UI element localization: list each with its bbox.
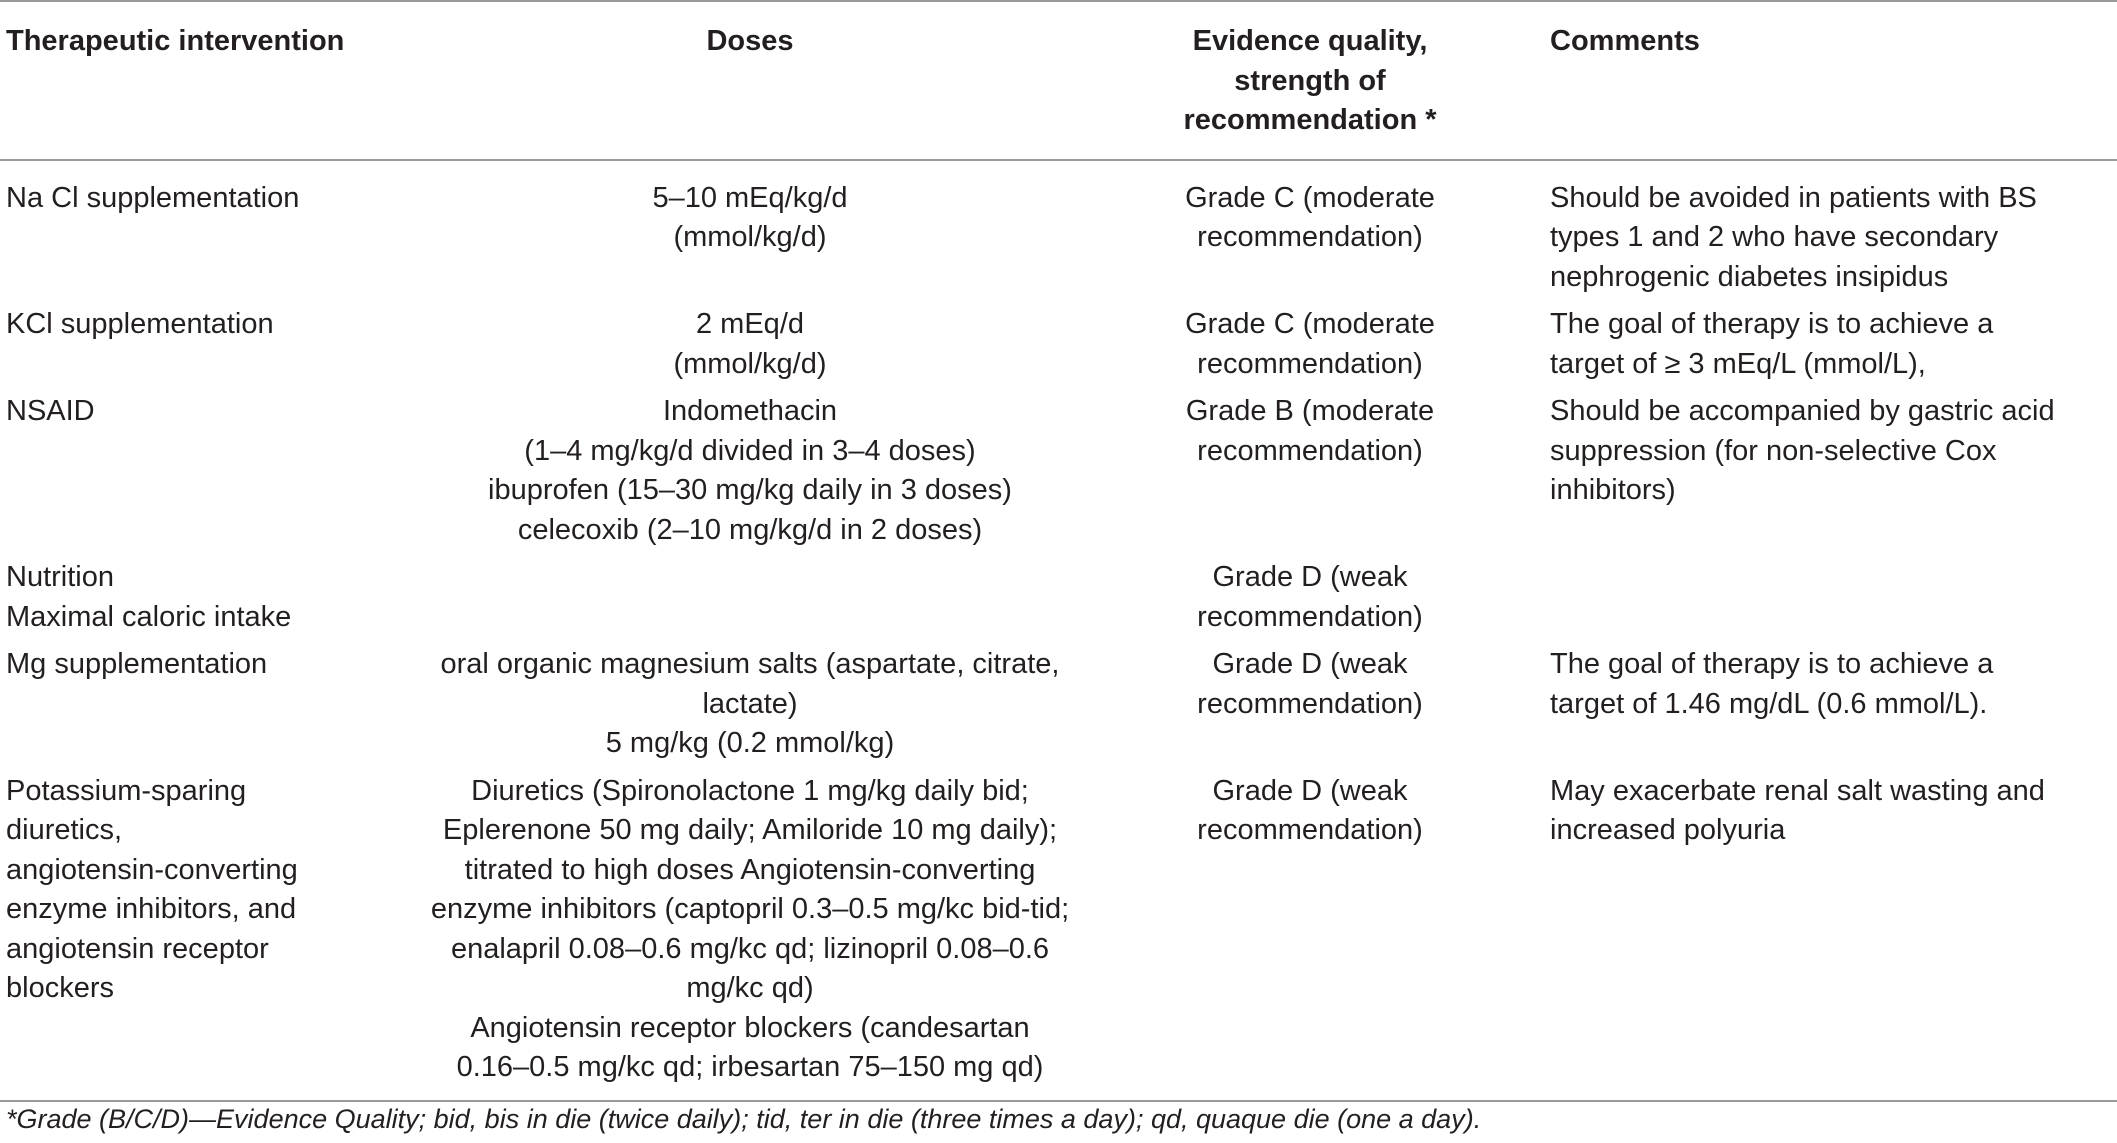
cell-evidence-line: Grade D (weak [1212, 648, 1408, 680]
cell-evidence [1080, 392, 1540, 558]
cell-comments-line: Should be avoided in patients with BS [1550, 181, 2037, 214]
cell-intervention [0, 392, 420, 558]
cell-comments-line: nephrogenic diabetes insipidus [1550, 260, 1949, 293]
cell-doses-line: 0.16–0.5 mg/kc qd; irbesartan 75–150 mg qd) [456, 1051, 1044, 1083]
cell-doses [420, 645, 1080, 772]
cell-intervention-line: angiotensin-converting [6, 853, 298, 886]
cell-intervention-line: blockers [6, 972, 114, 1004]
cell-doses-line: (mmol/kg/d) [673, 221, 827, 253]
cell-evidence-line: recommendation) [1197, 347, 1423, 380]
header-comments: Comments [1550, 25, 1700, 57]
cell-evidence [1080, 645, 1540, 772]
table-footnote: *Grade (B/C/D)—Evidence Quality; bid, bis in die (twice daily); tid, ter in die (three times a day); qd, quaque die (one a day). [6, 1104, 1482, 1134]
cell-evidence-line: recommendation) [1197, 687, 1423, 720]
header-evidence [1080, 1, 1540, 160]
cell-intervention-line: KCl supplementation [6, 308, 274, 340]
cell-comments [1540, 645, 2117, 772]
cell-intervention-line: NSAID [6, 395, 95, 427]
table-row [0, 558, 2117, 645]
cell-doses-line: oral organic magnesium salts (aspartate, citrate, [440, 648, 1060, 680]
table-row [0, 645, 2117, 772]
cell-doses-line: Eplerenone 50 mg daily; Amiloride 10 mg daily); [442, 814, 1058, 846]
cell-evidence-line: Grade D (weak [1212, 774, 1408, 807]
cell-evidence [1080, 558, 1540, 645]
cell-evidence-line: recommendation) [1197, 600, 1423, 633]
cell-intervention-line: angiotensin receptor [6, 932, 269, 965]
cell-comments-line: target of ≥ 3 mEq/L (mmol/L), [1550, 347, 1926, 380]
cell-comments-line: increased polyuria [1550, 814, 1786, 846]
cell-intervention-line: Maximal caloric intake [6, 600, 292, 633]
cell-comments-line: suppression (for non-selective Cox [1550, 434, 1997, 467]
table-row [0, 160, 2117, 306]
cell-intervention [0, 160, 420, 306]
cell-intervention-line: Potassium-sparing [6, 774, 247, 807]
cell-comments [1540, 160, 2117, 306]
cell-intervention-line: diuretics, [6, 814, 123, 846]
header-evidence-line: strength of [1234, 64, 1386, 97]
cell-evidence-line: Grade C (moderate [1185, 181, 1435, 214]
cell-intervention [0, 772, 420, 1101]
cell-doses-line: titrated to high doses Angiotensin-converting [464, 853, 1036, 886]
cell-comments [1540, 392, 2117, 558]
cell-doses-line: 5–10 mEq/kg/d [652, 181, 848, 214]
cell-comments-line: May exacerbate renal salt wasting and [1550, 774, 2045, 807]
cell-evidence-line: Grade B (moderate [1185, 395, 1435, 427]
cell-doses-line: 2 mEq/d [696, 308, 804, 340]
cell-intervention-line: enzyme inhibitors, and [6, 893, 297, 925]
cell-evidence-line: Grade C (moderate [1185, 308, 1435, 340]
cell-comments [1540, 305, 2117, 392]
cell-doses [420, 392, 1080, 558]
table-body [0, 160, 2117, 1101]
cell-evidence [1080, 160, 1540, 306]
cell-doses-line: 5 mg/kg (0.2 mmol/kg) [605, 727, 895, 759]
cell-doses-line: celecoxib (2–10 mg/kg/d in 2 doses) [517, 513, 983, 546]
cell-intervention-line: Na Cl supplementation [6, 181, 300, 214]
cell-doses [420, 772, 1080, 1101]
cell-doses-line: Diuretics (Spironolactone 1 mg/kg daily bid; [471, 774, 1029, 807]
cell-comments-line: The goal of therapy is to achieve a [1550, 648, 1994, 680]
cell-intervention [0, 305, 420, 392]
table-row [0, 305, 2117, 392]
table-row [0, 772, 2117, 1101]
cell-comments-line: types 1 and 2 who have secondary [1550, 221, 1999, 253]
cell-intervention-line: Nutrition [6, 561, 114, 593]
cell-doses-line: (mmol/kg/d) [673, 347, 827, 380]
header-doses: Doses [706, 25, 794, 57]
cell-comments-line: target of 1.46 mg/dL (0.6 mmol/L). [1550, 687, 1988, 720]
cell-intervention [0, 645, 420, 772]
cell-doses-line: Angiotensin receptor blockers (candesartan [470, 1011, 1030, 1044]
cell-comments-line: Should be accompanied by gastric acid [1550, 395, 2055, 427]
header-intervention: Therapeutic intervention [6, 25, 345, 57]
cell-doses-line: ibuprofen (15–30 mg/kg daily in 3 doses) [488, 474, 1012, 506]
cell-evidence-line: recommendation) [1197, 434, 1423, 467]
cell-intervention [0, 558, 420, 645]
cell-doses-line: lactate) [702, 687, 798, 720]
cell-doses-line: (1–4 mg/kg/d divided in 3–4 doses) [524, 434, 976, 467]
cell-doses-line: enzyme inhibitors (captopril 0.3–0.5 mg/kc bid-tid; [430, 893, 1070, 925]
cell-doses-line: Indomethacin [662, 395, 838, 427]
cell-intervention-line: Mg supplementation [6, 648, 268, 680]
cell-evidence [1080, 305, 1540, 392]
table-row [0, 392, 2117, 558]
cell-doses-line: mg/kc qd) [686, 972, 814, 1004]
cell-doses [420, 558, 1080, 645]
cell-evidence-line: recommendation) [1197, 814, 1423, 846]
cell-evidence-line: recommendation) [1197, 221, 1423, 253]
cell-evidence-line: Grade D (weak [1212, 561, 1408, 593]
cell-comments-line: The goal of therapy is to achieve a [1550, 308, 1994, 340]
cell-doses [420, 305, 1080, 392]
cell-doses-line: enalapril 0.08–0.6 mg/kc qd; lizinopril 0.08–0.6 [450, 932, 1050, 965]
cell-comments [1540, 772, 2117, 1101]
table-header-row [0, 1, 2117, 160]
cell-evidence [1080, 772, 1540, 1101]
header-evidence-line: Evidence quality, [1192, 25, 1428, 57]
header-evidence-line: recommendation * [1183, 104, 1437, 136]
cell-comments [1540, 558, 2117, 645]
cell-doses [420, 160, 1080, 306]
cell-comments-line: inhibitors) [1550, 474, 1676, 506]
